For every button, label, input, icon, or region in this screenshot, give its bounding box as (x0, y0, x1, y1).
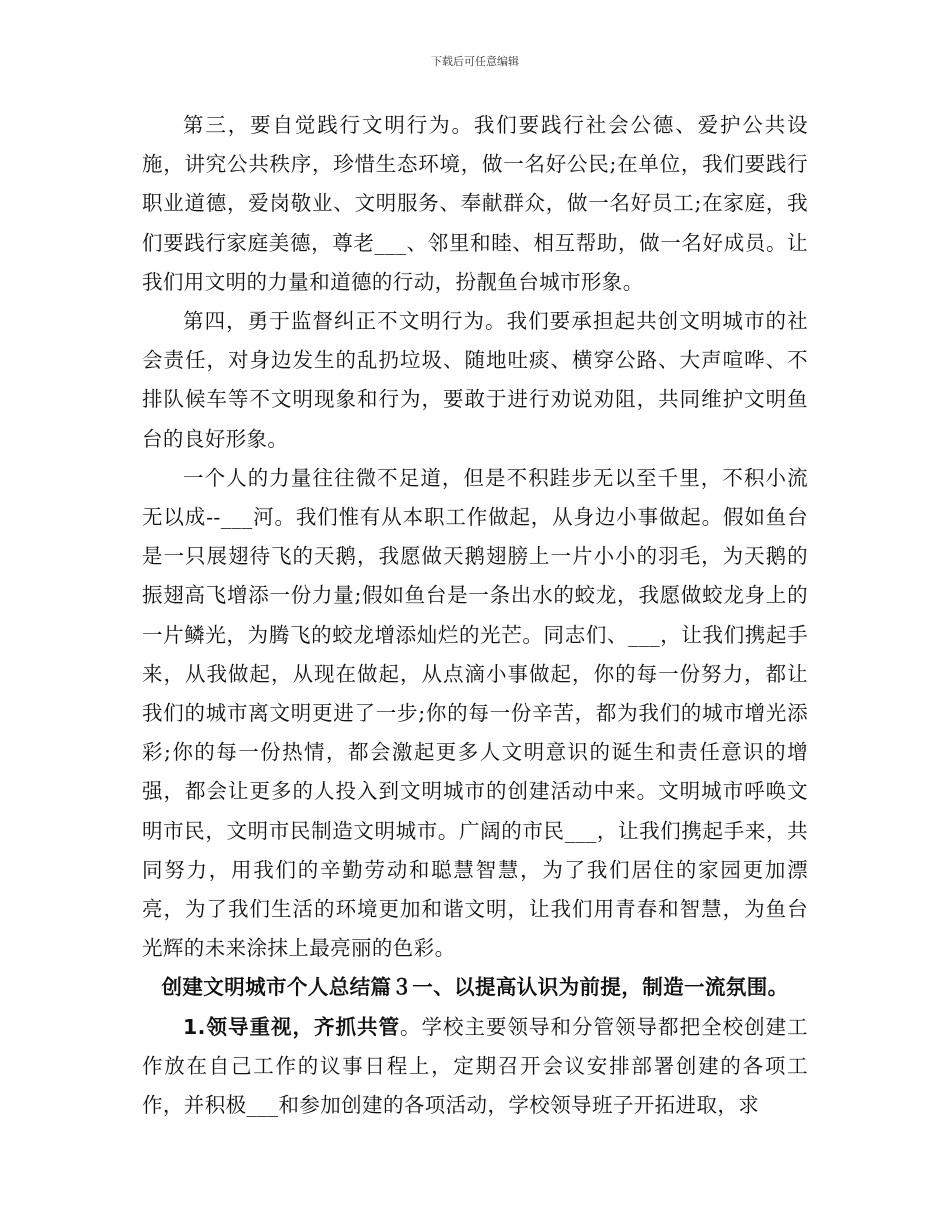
document-body (142, 106, 808, 1125)
section-heading: 创建文明城市个人总结篇３一、以提高认识为前提，制造一流氛围。 (161, 975, 789, 1000)
paragraph-third-point: 第三，要自觉践行文明行为。我们要践行社会公德、爱护公共设施，讲究公共秩序，珍惜生态环境，做一名好公民;在单位，我们要践行职业道德，爱岗敬业、文明服务、奉献群众，做一名好员工;在家庭，我们要践行家庭美德，尊老___、邻里和睦、相互帮助，做一名好成员。让我们用文明的力量和道德的行动，扮靓鱼台城市形象。 (142, 113, 808, 294)
paragraph-leadership (142, 1008, 808, 1126)
paragraph-fourth-point: 第四，勇于监督纠正不文明行为。我们要承担起共创文明城市的社会责任，对身边发生的乱扔垃圾、随地吐痰、横穿公路、大声喧哗、不排队候车等不文明现象和行为，要敢于进行劝说劝阻，共同维护文明鱼台的良好形象。 (142, 309, 808, 451)
page-header: 下载后可任意编辑 (431, 55, 519, 68)
paragraph-leadership-text: 。学校主要领导和分管领导都把全校创建工作放在自己工作的议事日程上，定期召开会议安排部署创建的各项工作，并积极___和参加创建的各项活动，学校领导班子开拓进取，求 (142, 1014, 808, 1118)
paragraph-call-to-action: 一个人的力量往往微不足道，但是不积跬步无以至千里，不积小流无以成--___河。我们惟有从本职工作做起，从身边小事做起。假如鱼台是一只展翅待飞的天鹅，我愿做天鹅翅膀上一片小小的羽毛，为天鹅的振翅高飞增添一份力量;假如鱼台是一条出水的蛟龙，我愿做蛟龙身上的一片鳞光，为腾飞的蛟龙增添灿烂的光芒。同志们、___，让我们携起手来，从我做起，从现在做起，从点滴小事做起，你的每一份努力，都让我们的城市离文明更进了一步;你的每一份辛苦，都为我们的城市增光添彩;你的每一份热情，都会激起更多人文明意识的诞生和责任意识的增强，都会让更多的人投入到文明城市的创建活动中来。文明城市呼唤文明市民，文明市民制造文明城市。广阔的市民___，让我们携起手来，共同努力，用我们的辛勤劳动和聪慧智慧，为了我们居住的家园更加漂亮，为了我们生活的环境更加和谐文明，让我们用青春和智慧，为鱼台光辉的未来涂抹上最亮丽的色彩。 (142, 465, 808, 961)
paragraph-leadership-lead: 1.领导重视，齐抓共管 (183, 1014, 400, 1039)
